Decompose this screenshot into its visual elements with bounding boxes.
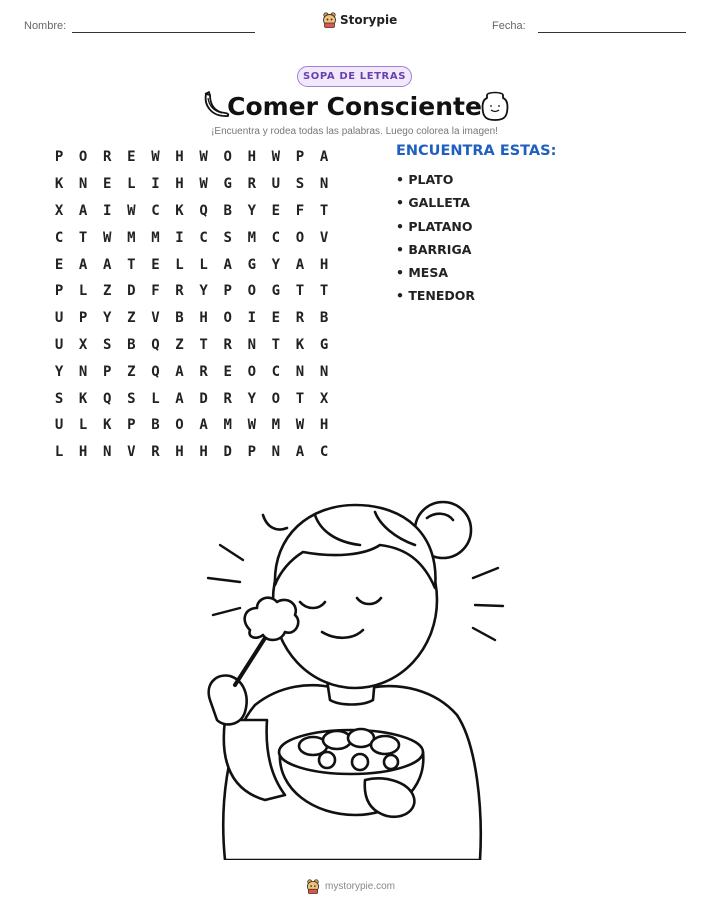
page-title: Comer Consciente [227,92,482,121]
grid-cell[interactable]: T [127,256,136,273]
grid-cell[interactable]: Z [175,336,184,353]
grid-cell[interactable]: E [271,310,281,327]
grid-cell[interactable]: P [127,417,136,434]
grid-cell[interactable]: E [103,176,112,193]
grid-cell[interactable]: D [223,444,232,461]
grid-cell[interactable]: U [54,310,64,327]
footer [306,879,395,894]
grid-cell[interactable]: Y [247,202,257,219]
grid-cell[interactable]: L [78,283,88,300]
grid-cell[interactable]: O [247,363,257,380]
word-search-grid[interactable] [47,144,336,466]
grid-row [47,385,336,412]
grid-cell[interactable]: V [127,444,136,461]
grid-cell[interactable]: T [295,283,305,300]
word-list-title: ENCUENTRA ESTAS: [396,143,557,159]
grid-cell[interactable]: V [319,229,329,246]
grid-cell[interactable]: E [223,363,232,380]
storypie-mascot-icon [322,12,337,28]
grid-cell[interactable]: P [295,149,305,166]
grid-cell[interactable]: O [295,229,305,246]
grid-cell[interactable]: D [127,283,136,300]
grid-row [47,278,336,305]
grid-cell[interactable]: W [271,149,281,166]
grid-cell[interactable]: A [78,202,88,219]
grid-cell[interactable]: Y [271,256,281,273]
grid-cell[interactable]: B [223,202,232,219]
grid-cell[interactable]: A [223,256,232,273]
grid-row [47,251,336,278]
grid-cell[interactable]: S [223,229,232,246]
grid-cell[interactable]: L [54,444,64,461]
grid-cell[interactable]: H [78,444,88,461]
word-list-item: • GALLETA [396,195,470,211]
word-list-item: • MESA [396,265,448,281]
grid-cell[interactable]: W [103,229,112,246]
grid-row [47,412,336,439]
grid-cell[interactable]: L [151,390,160,407]
grid-cell[interactable]: B [151,417,160,434]
grid-cell[interactable]: C [271,229,281,246]
grid-row [47,171,336,198]
grid-cell[interactable]: P [223,283,232,300]
grid-cell[interactable]: R [295,310,305,327]
date-line[interactable] [538,32,686,33]
grid-cell[interactable]: Q [151,363,160,380]
grid-row [47,358,336,385]
grid-cell[interactable]: M [127,229,136,246]
grid-cell[interactable]: E [54,256,64,273]
grid-cell[interactable]: Y [247,390,257,407]
grid-cell[interactable]: Y [199,283,208,300]
grid-cell[interactable]: G [247,256,257,273]
grid-cell[interactable]: W [199,176,208,193]
grid-row [47,198,336,225]
grid-cell[interactable]: G [319,336,329,353]
grid-cell[interactable]: R [223,390,232,407]
grid-cell[interactable]: L [78,417,88,434]
grid-cell[interactable]: D [199,390,208,407]
grid-cell[interactable]: B [127,336,136,353]
grid-cell[interactable]: H [175,176,184,193]
grid-cell[interactable]: M [271,417,281,434]
grid-cell[interactable]: U [54,417,64,434]
grid-cell[interactable]: A [295,444,305,461]
grid-cell[interactable]: N [78,176,88,193]
grid-cell[interactable]: N [247,336,257,353]
storypie-mascot-icon [306,879,320,894]
grid-cell[interactable]: K [78,390,88,407]
grid-cell[interactable]: M [223,417,232,434]
grid-cell[interactable]: T [271,336,281,353]
grid-cell[interactable]: H [319,256,329,273]
name-label: Nombre: [24,20,67,32]
grid-row [47,144,336,171]
grid-cell[interactable]: A [78,256,88,273]
grid-cell[interactable]: E [151,256,160,273]
grid-cell[interactable]: Z [127,363,136,380]
grid-cell[interactable]: A [175,390,184,407]
grid-cell[interactable]: Y [103,310,112,327]
grid-cell[interactable]: T [319,283,329,300]
grid-cell[interactable]: S [295,176,305,193]
grid-row [47,439,336,466]
grid-cell[interactable]: W [295,417,305,434]
grid-cell[interactable]: V [151,310,160,327]
grid-cell[interactable]: I [151,176,160,193]
grid-cell[interactable]: O [223,149,232,166]
grid-cell[interactable]: K [295,336,305,353]
grid-cell[interactable]: Q [151,336,160,353]
grid-cell[interactable]: U [54,336,64,353]
grid-cell[interactable]: L [175,256,184,273]
grid-cell[interactable]: Z [103,283,112,300]
grid-row [47,332,336,359]
grid-cell[interactable]: B [175,310,184,327]
grid-cell[interactable]: G [223,176,232,193]
grid-row [47,224,336,251]
grid-row [47,305,336,332]
grid-cell[interactable]: W [127,202,136,219]
instructions: ¡Encuentra y rodea todas las palabras. Luego colorea la imagen! [211,126,498,137]
grid-cell[interactable]: K [54,176,64,193]
grid-cell[interactable]: M [151,229,160,246]
grid-cell[interactable]: P [103,363,112,380]
grid-cell[interactable]: B [319,310,329,327]
grid-cell[interactable]: W [199,149,208,166]
grid-cell[interactable]: K [175,202,184,219]
grid-cell[interactable]: R [247,176,257,193]
grid-cell[interactable]: C [199,229,208,246]
word-list [396,170,475,310]
grid-cell[interactable]: N [319,176,329,193]
grid-cell[interactable]: R [223,336,232,353]
grid-cell[interactable]: T [295,390,305,407]
word-list-item: • BARRIGA [396,241,472,257]
grid-cell[interactable]: N [78,363,88,380]
grid-cell[interactable]: H [199,310,208,327]
grid-cell[interactable]: K [103,417,112,434]
grid-cell[interactable]: A [319,149,329,166]
grid-cell[interactable]: S [103,336,112,353]
grid-cell[interactable]: O [247,283,257,300]
grid-cell[interactable]: O [175,417,184,434]
grid-cell[interactable]: F [151,283,160,300]
grid-cell[interactable]: X [78,336,88,353]
date-label: Fecha: [492,20,526,32]
grid-cell[interactable]: N [103,444,112,461]
grid-cell[interactable]: Q [103,390,112,407]
grid-cell[interactable]: C [151,202,160,219]
grid-cell[interactable]: L [199,256,208,273]
grid-cell[interactable]: C [319,444,329,461]
girl-eating-salad-illustration[interactable] [195,490,515,860]
grid-cell[interactable]: R [103,149,112,166]
grid-cell[interactable]: U [271,176,281,193]
grid-cell[interactable]: T [319,202,329,219]
grid-cell[interactable]: M [247,229,257,246]
grid-cell[interactable]: X [319,390,329,407]
footer-url[interactable]: mystorypie.com [325,881,396,892]
word-list-item: • TENEDOR [396,288,476,304]
grid-cell[interactable]: I [103,202,112,219]
word-list-item: • PLATO [396,172,454,187]
grid-cell[interactable]: O [78,149,88,166]
grid-cell[interactable]: R [199,363,208,380]
grid-cell[interactable]: A [199,417,208,434]
grid-cell[interactable]: N [271,444,281,461]
grid-cell[interactable]: I [247,310,257,327]
grid-cell[interactable]: S [127,390,136,407]
grid-cell[interactable]: C [271,363,281,380]
puzzle-type-badge: SOPA DE LETRAS [297,66,412,87]
grid-cell[interactable]: N [295,363,305,380]
logo-text: Storypie [340,13,398,27]
grid-cell[interactable]: L [127,176,136,193]
grid-cell[interactable]: H [175,149,184,166]
grid-cell[interactable]: F [295,202,305,219]
grid-cell[interactable]: Q [199,202,208,219]
word-list-item: • PLATANO [396,218,473,234]
grid-cell[interactable]: C [54,229,64,246]
grid-cell[interactable]: T [199,336,208,353]
grid-cell[interactable]: G [271,283,281,300]
grid-cell[interactable]: N [319,363,329,380]
grid-cell[interactable]: P [78,310,88,327]
grid-cell[interactable]: O [271,390,281,407]
grid-cell[interactable]: P [247,444,257,461]
grid-cell[interactable]: E [271,202,281,219]
grid-cell[interactable]: S [54,390,64,407]
grid-cell[interactable]: Z [127,310,136,327]
storypie-logo [322,12,397,28]
grid-cell[interactable]: A [175,363,184,380]
grid-cell[interactable]: R [175,283,184,300]
grid-cell[interactable]: W [247,417,257,434]
grid-cell[interactable]: P [54,283,64,300]
grid-cell[interactable]: H [247,149,257,166]
grid-cell[interactable]: E [127,149,136,166]
grid-cell[interactable]: A [103,256,112,273]
grid-cell[interactable]: I [175,229,184,246]
grid-cell[interactable]: P [54,149,64,166]
grid-cell[interactable]: O [223,310,232,327]
grid-cell[interactable]: X [54,202,64,219]
jar-icon [480,90,510,122]
grid-cell[interactable]: A [295,256,305,273]
grid-cell[interactable]: R [151,444,160,461]
grid-cell[interactable]: W [151,149,160,166]
grid-cell[interactable]: T [78,229,88,246]
grid-cell[interactable]: H [199,444,208,461]
grid-cell[interactable]: H [175,444,184,461]
grid-cell[interactable]: Y [54,363,64,380]
name-line[interactable] [72,32,255,33]
grid-cell[interactable]: H [319,417,329,434]
